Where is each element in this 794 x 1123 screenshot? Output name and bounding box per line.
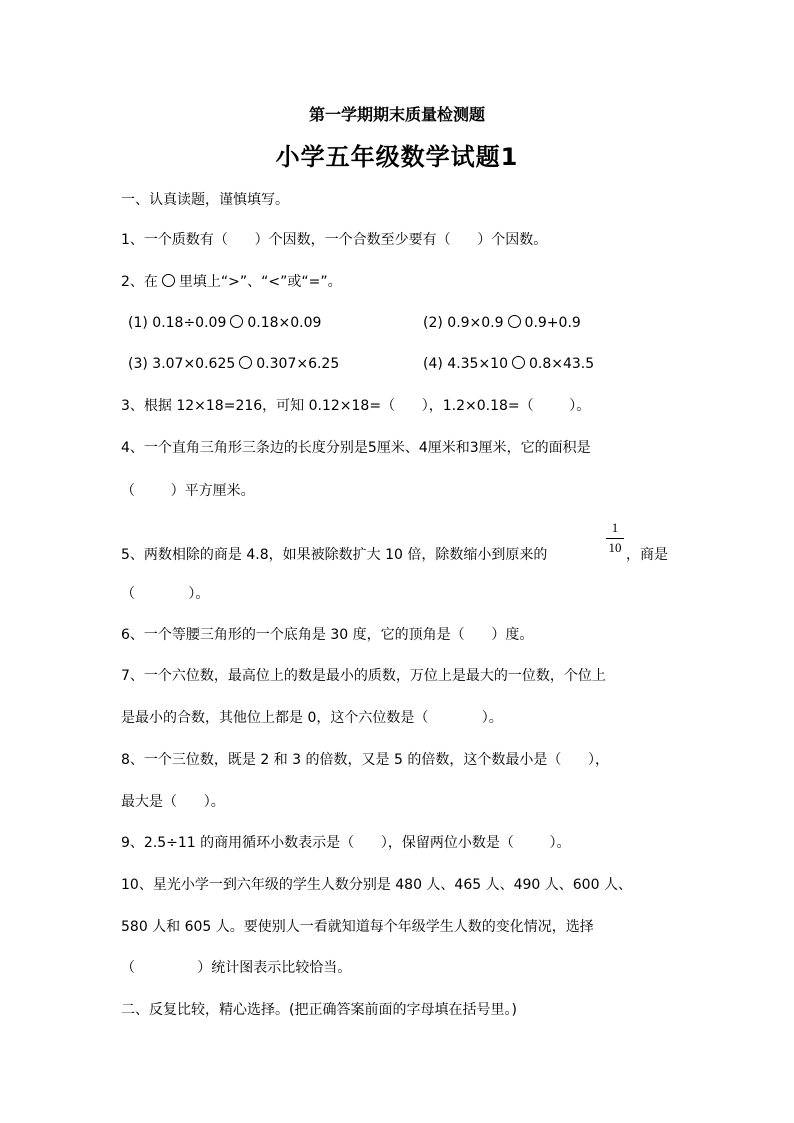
question-7-line-1: 7、一个六位数，最高位上的数是最小的质数，万位上是最大的一位数，个位上 [121, 668, 606, 684]
item-1-right: 0.18×0.09 [247, 315, 322, 331]
compare-circle-icon [508, 315, 521, 328]
section2-heading: 二、反复比较，精心选择。(把正确答案前面的字母填在括号里。) [121, 1002, 517, 1018]
compare-circle-icon [162, 274, 175, 287]
compare-circle-icon [230, 315, 243, 328]
exam-title: 小学五年级数学试题1 [275, 143, 519, 171]
compare-circle-icon [512, 356, 525, 369]
question-2-tail: 里填上“>”、“<”或“=”。 [178, 274, 342, 290]
question-8-line-1: 8、一个三位数，既是 2 和 3 的倍数，又是 5 的倍数，这个数最小是（ ）， [121, 752, 610, 768]
question-5-line-1: 5、两数相除的商是 4.8，如果被除数扩大 10 倍，除数缩小到原来的 [121, 547, 548, 563]
question-9: 9、2.5÷11 的商用循环小数表示是（ ），保留两位小数是（ ）。 [121, 835, 571, 851]
question-2-item-2 [423, 313, 581, 333]
question-1: 1、一个质数有（ ）个因数，一个合数至少要有（ ）个因数。 [121, 232, 548, 248]
section1-heading: 一、认真读题，谨慎填写。 [121, 192, 289, 208]
question-4-line-2: （ ）平方厘米。 [121, 483, 255, 499]
question-10-line-2: 580 人和 605 人。要使别人一看就知道每个年级学生人数的变化情况，选择 [121, 919, 594, 935]
question-8-line-2: 最大是（ ）。 [121, 794, 225, 810]
question-10-line-1: 10、星光小学一到六年级的学生人数分别是 480 人、465 人、490 人、600 人、 [121, 877, 632, 893]
question-2-item-4 [423, 354, 594, 374]
fraction-numerator: 1 [611, 520, 619, 535]
item-4-right: 0.8×43.5 [529, 356, 595, 372]
item-3-right: 0.307×6.25 [256, 356, 340, 372]
question-2-item-3 [128, 354, 339, 374]
question-2-lead: 2、在 [121, 274, 158, 290]
question-2-item-1 [128, 313, 321, 333]
question-6: 6、一个等腰三角形的一个底角是 30 度，它的顶角是（ ）度。 [121, 627, 534, 643]
fraction-denominator: 10 [608, 540, 622, 555]
question-5-line-2: （ ）。 [121, 586, 210, 602]
question-5-line-1-tail: ，商是 [626, 547, 668, 563]
question-10-line-3: （ ）统计图表示比较恰当。 [121, 960, 352, 976]
item-4-left: (4) 4.35×10 [423, 356, 508, 372]
exam-subtitle: 第一学期期末质量检测题 [308, 105, 485, 124]
compare-circle-icon [239, 356, 252, 369]
fraction-bar [606, 538, 624, 539]
item-2-left: (2) 0.9×0.9 [423, 315, 504, 331]
question-4-line-1: 4、一个直角三角形三条边的长度分别是5厘米、4厘米和3厘米，它的面积是 [121, 440, 591, 456]
item-3-left: (3) 3.07×0.625 [128, 356, 236, 372]
question-7-line-2: 是最小的合数，其他位上都是 0，这个六位数是（ ）。 [121, 710, 503, 726]
question-3: 3、根据 12×18=216，可知 0.12×18=（ ），1.2×0.18=（ ）。 [121, 398, 591, 414]
question-2 [121, 272, 342, 292]
item-2-right: 0.9+0.9 [524, 315, 581, 331]
item-1-left: (1) 0.18÷0.09 [128, 315, 227, 331]
